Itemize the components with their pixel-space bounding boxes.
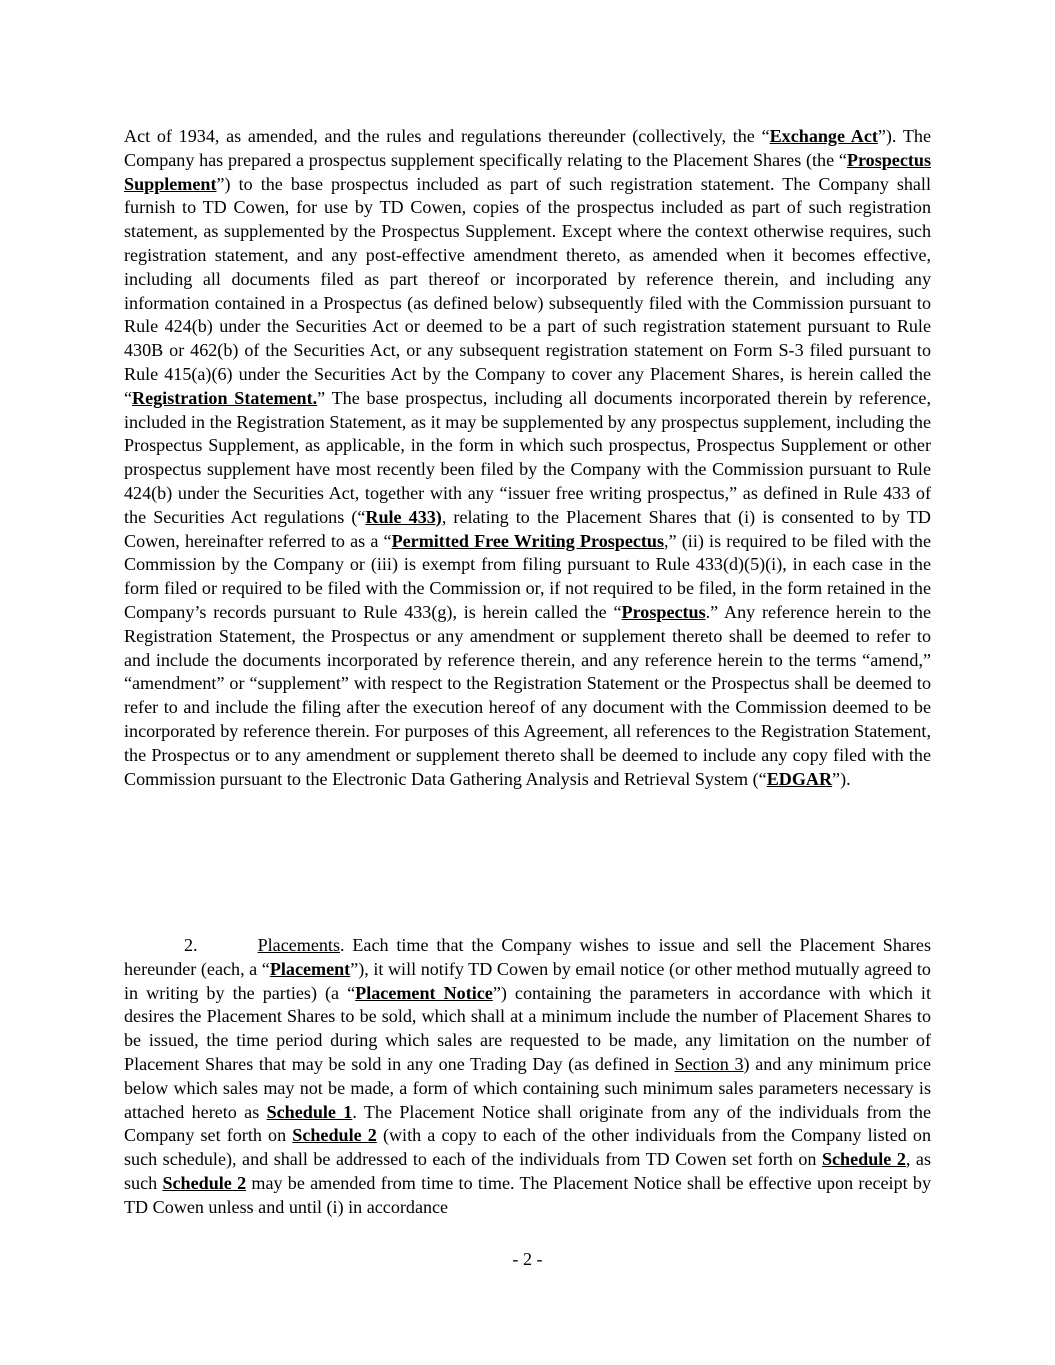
text-segment: , relating to the Placement Shares that (i) is consented to by TD Cowen, hereinafter referred to as a “ bbox=[124, 506, 931, 551]
text-segment: ”) containing the parameters in accordance with which it desires the Placement Shares to be sold, which shall at a minimum include the number of Placement Shares to be issued, the time period during which sales are requested to be made, any limitation on the number of Placement Shares that may be sold in any one Trading Day (as defined in bbox=[124, 982, 931, 1074]
paragraph-placements bbox=[124, 934, 931, 1220]
reference-schedule-2: Schedule 2 bbox=[821, 1149, 906, 1170]
text-segment: ) and any minimum price below which sales may not be made, a form of which containing such minimum sales parameters necessary is attached hereto as bbox=[124, 1053, 931, 1122]
defined-term-exchange-act: Exchange Act bbox=[769, 126, 878, 146]
text-segment: Act of 1934, as amended, and the rules and regulations thereunder (collectively, the “ bbox=[124, 126, 770, 146]
section-heading-placements: Placements bbox=[257, 935, 340, 955]
defined-term-placement: Placement bbox=[269, 958, 351, 979]
text-segment: . The Placement Notice shall originate from any of the individuals from the Company set forth on bbox=[124, 1101, 931, 1146]
defined-term-placement-notice: Placement Notice bbox=[355, 982, 493, 1003]
text-segment: ”) to the base prospectus included as part of such registration statement. The Company shall furnish to TD Cowen, for use by TD Cowen, copies of the prospectus included as part of such registration statement, as supplemented by the Prospectus Supplement. Except where the context otherwise requires, such registration statement, and any post-effective amendment thereto, as amended when it becomes effective, including all documents filed as part thereof or incorporated by reference therein, and including any information contained in a Prospectus (as defined below) subsequently filed with the Commission pursuant to Rule 424(b) under the Securities Act or deemed to be a part of such registration statement pursuant to Rule 430B or 462(b) of the Securities Act, or any subsequent registration statement on Form S-3 filed pursuant to Rule 415(a)(6) under the Securities Act by the Company to cover any Placement Shares, is herein called the “ bbox=[124, 173, 931, 408]
defined-term-edgar: EDGAR bbox=[766, 768, 833, 789]
section-number: 2. bbox=[184, 935, 198, 955]
defined-term-prospectus-supplement: Prospectus Supplement bbox=[124, 149, 931, 194]
text-segment: , as such bbox=[124, 1149, 931, 1193]
paragraph-registration-statement bbox=[124, 125, 931, 791]
defined-term-rule-433: Rule 433) bbox=[365, 506, 442, 527]
text-segment: . Each time that the Company wishes to issue and sell the Placement Shares hereunder (each, a “ bbox=[124, 935, 931, 979]
reference-schedule-2: Schedule 2 bbox=[162, 1172, 247, 1193]
reference-schedule-1: Schedule 1 bbox=[266, 1101, 353, 1122]
defined-term-permitted-free-writing-prospectus: Permitted Free Writing Prospectus bbox=[391, 530, 665, 551]
text-segment: ,” (ii) is required to be filed with the Commission by the Company or (iii) is exempt from filing pursuant to Rule 433(d)(5)(i), in each case in the form filed or required to be filed with the Commission or, if not required to be filed, in the form retained in the Company’s records pursuant to Rule 433(g), is herein called the “ bbox=[124, 530, 931, 622]
page-number: - 2 - bbox=[512, 1249, 543, 1269]
defined-term-registration-statement: Registration Statement. bbox=[132, 387, 318, 408]
text-segment: (with a copy to each of the other individuals from the Company listed on such schedule), and shall be addressed to each of the individuals from TD Cowen set forth on bbox=[124, 1125, 931, 1170]
defined-term-prospectus: Prospectus bbox=[621, 601, 706, 622]
text-segment: ”), it will notify TD Cowen by email notice (or other method mutually agreed to in writing by the parties) (a “ bbox=[124, 958, 931, 1003]
text-segment: ”). The Company has prepared a prospectus supplement specifically relating to the Placement Shares (the “ bbox=[124, 126, 931, 170]
reference-schedule-2: Schedule 2 bbox=[292, 1125, 377, 1146]
text-segment: ”). bbox=[832, 768, 851, 789]
text-segment: .” Any reference herein to the Registration Statement, the Prospectus or any amendment or supplement thereto shall be deemed to refer to and include the documents incorporated by reference therein, and any reference herein to the terms “amend,” “amendment” or “supplement” with respect to the Registration Statement or the Prospectus shall be deemed to refer to and include the filing after the execution hereof of any document with the Commission deemed to be incorporated by reference therein. For purposes of this Agreement, all references to the Registration Statement, the Prospectus or to any amendment or supplement thereto shall be deemed to include any copy filed with the Commission pursuant to the Electronic Data Gathering Analysis and Retrieval System (“ bbox=[124, 601, 932, 789]
cross-reference-section-3: Section 3 bbox=[674, 1053, 744, 1074]
text-segment: may be amended from time to time. The Placement Notice shall be effective upon receipt by TD Cowen unless and until (i) in accordance bbox=[124, 1172, 931, 1217]
text-segment: ” The base prospectus, including all documents incorporated therein by reference, included in the Registration Statement, as it may be supplemented by any prospectus supplement, including the Prospectus Supplement, as applicable, in the form in which such prospectus, Prospectus Supplement or other prospectus supplement have most recently been filed by the Company with the Commission pursuant to Rule 424(b) under the Securities Act, together with any “issuer free writing prospectus,” as defined in Rule 433 of the Securities Act regulations (“ bbox=[124, 387, 931, 527]
